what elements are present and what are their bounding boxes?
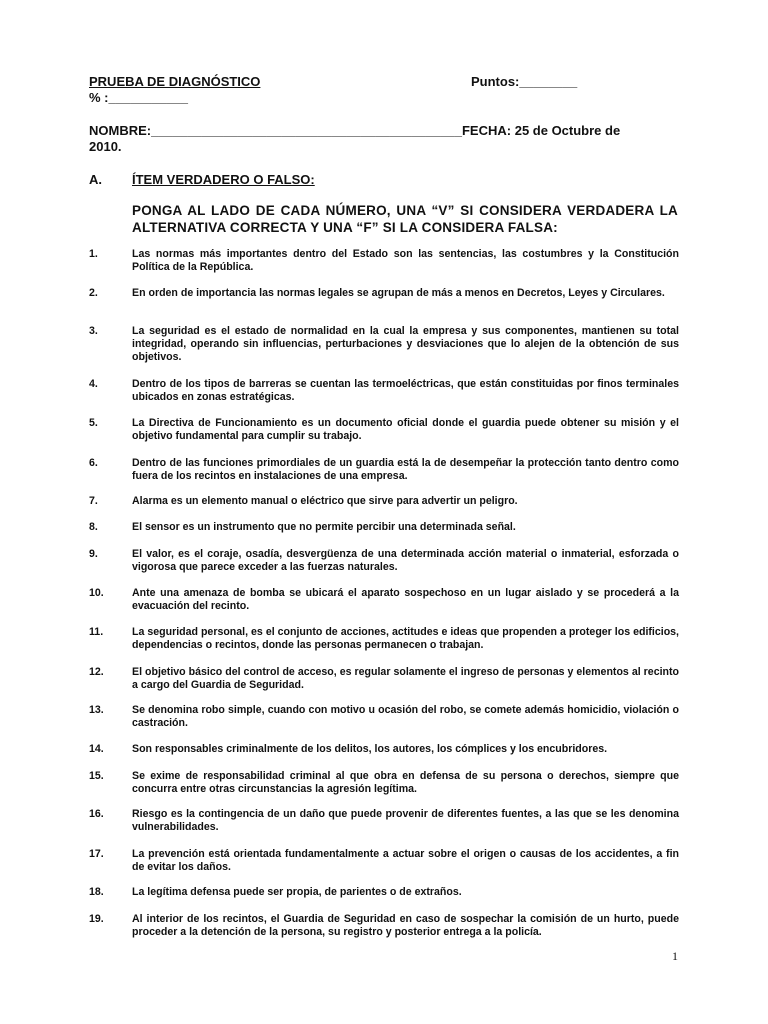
- question-item: [89, 704, 679, 730]
- question-item: [89, 848, 679, 874]
- question-text: Se denomina robo simple, cuando con motivo u ocasión del robo, se comete además homicidio, violación o castración.: [132, 704, 679, 729]
- question-item: [89, 548, 679, 574]
- question-number: 14.: [89, 743, 104, 755]
- question-item: [89, 743, 679, 756]
- question-text: Al interior de los recintos, el Guardia de Seguridad en caso de sospechar la comisión de un hurto, puede proceder a la detención de la persona, su registro y posterior entrega a la policía.: [132, 913, 679, 938]
- question-item: [89, 913, 679, 939]
- question-text: El objetivo básico del control de acceso, es regular solamente el ingreso de personas y elementos al recinto a cargo del Guardia de Seguridad.: [132, 666, 679, 691]
- question-item: [89, 378, 679, 404]
- question-text: Son responsables criminalmente de los delitos, los autores, los cómplices y los encubridores.: [132, 743, 608, 755]
- percent-field: % :___________: [89, 90, 189, 105]
- question-number: 13.: [89, 704, 104, 716]
- name-date-field: NOMBRE:___________________________________________FECHA: 25 de Octubre de: [89, 123, 621, 138]
- question-number: 12.: [89, 666, 104, 678]
- question-item: [89, 666, 679, 692]
- question-item: [89, 626, 679, 652]
- question-item: [89, 587, 679, 613]
- question-number: 16.: [89, 808, 104, 820]
- question-item: [89, 325, 679, 364]
- question-item: [89, 457, 679, 483]
- question-item: [89, 495, 679, 508]
- section-title: ÍTEM VERDADERO O FALSO:: [132, 172, 315, 187]
- question-text: La prevención está orientada fundamentalmente a actuar sobre el origen o causas de los accidentes, a fin de evitar los daños.: [132, 848, 679, 873]
- question-number: 15.: [89, 770, 104, 782]
- page-number: 1: [672, 949, 678, 963]
- question-text: El sensor es un instrumento que no permite percibir una determinada señal.: [132, 521, 516, 533]
- question-text: Se exime de responsabilidad criminal al que obra en defensa de su persona o derechos, siempre que concurra entre otras circunstancias la agresión legítima.: [132, 770, 679, 795]
- question-text: Ante una amenaza de bomba se ubicará el aparato sospechoso en un lugar aislado y se procederá a la evacuación del recinto.: [132, 587, 679, 612]
- question-item: [89, 248, 679, 274]
- question-number: 18.: [89, 886, 104, 898]
- question-number: 11.: [89, 626, 104, 638]
- question-item: [89, 886, 679, 899]
- question-text: La legítima defensa puede ser propia, de parientes o de extraños.: [132, 886, 462, 898]
- question-number: 5.: [89, 417, 98, 429]
- question-item: [89, 521, 679, 534]
- question-number: 8.: [89, 521, 98, 533]
- document-title: PRUEBA DE DIAGNÓSTICO: [89, 74, 261, 89]
- question-text: En orden de importancia las normas legales se agrupan de más a menos en Decretos, Leyes y Circulares.: [132, 287, 665, 299]
- instructions: PONGA AL LADO DE CADA NÚMERO, UNA “V” SI CONSIDERA VERDADERA LA ALTERNATIVA CORRECTA Y UNA “F” SI LA CONSIDERA FALSA:: [132, 203, 678, 235]
- question-number: 19.: [89, 913, 104, 925]
- question-number: 6.: [89, 457, 98, 469]
- question-number: 17.: [89, 848, 104, 860]
- question-item: [89, 287, 679, 300]
- date-year: 2010.: [89, 139, 122, 154]
- question-text: Dentro de los tipos de barreras se cuentan las termoeléctricas, que están constituidas por finos terminales ubicados en zonas estratégicas.: [132, 378, 679, 403]
- question-item: [89, 417, 679, 443]
- question-number: 1.: [89, 248, 98, 260]
- question-text: Alarma es un elemento manual o eléctrico que sirve para advertir un peligro.: [132, 495, 518, 507]
- points-field: Puntos:________: [471, 74, 578, 89]
- section-letter: A.: [89, 172, 102, 187]
- question-text: La seguridad personal, es el conjunto de acciones, actitudes e ideas que propenden a proteger los edificios, dependencias o recintos, donde las personas permanecen o trabajan.: [132, 626, 679, 651]
- question-item: [89, 808, 679, 834]
- question-number: 4.: [89, 378, 98, 390]
- question-text: Las normas más importantes dentro del Estado son las sentencias, las costumbres y la Constitución Política de la República.: [132, 248, 679, 273]
- question-text: Riesgo es la contingencia de un daño que puede provenir de diferentes fuentes, a las que se les denomina vulnerabilidades.: [132, 808, 679, 833]
- question-text: La seguridad es el estado de normalidad en la cual la empresa y sus componentes, mantienen su total integridad, operando sin influencias, perturbaciones y desviaciones que lo alejen de la obtención de sus objetivos.: [132, 325, 679, 363]
- question-number: 2.: [89, 287, 98, 299]
- question-number: 10.: [89, 587, 104, 599]
- question-number: 7.: [89, 495, 98, 507]
- question-text: Dentro de las funciones primordiales de un guardia está la de desempeñar la protección tanto dentro como fuera de los recintos en instalaciones de una empresa.: [132, 457, 679, 482]
- question-number: 9.: [89, 548, 98, 560]
- question-number: 3.: [89, 325, 98, 337]
- question-item: [89, 770, 679, 796]
- question-text: El valor, es el coraje, osadía, desvergüenza de una determinada acción material o inmaterial, esforzada o vigorosa que parece exceder a las fuerzas naturales.: [132, 548, 679, 573]
- question-text: La Directiva de Funcionamiento es un documento oficial donde el guardia puede obtener su misión y el objetivo fundamental para cumplir su trabajo.: [132, 417, 679, 442]
